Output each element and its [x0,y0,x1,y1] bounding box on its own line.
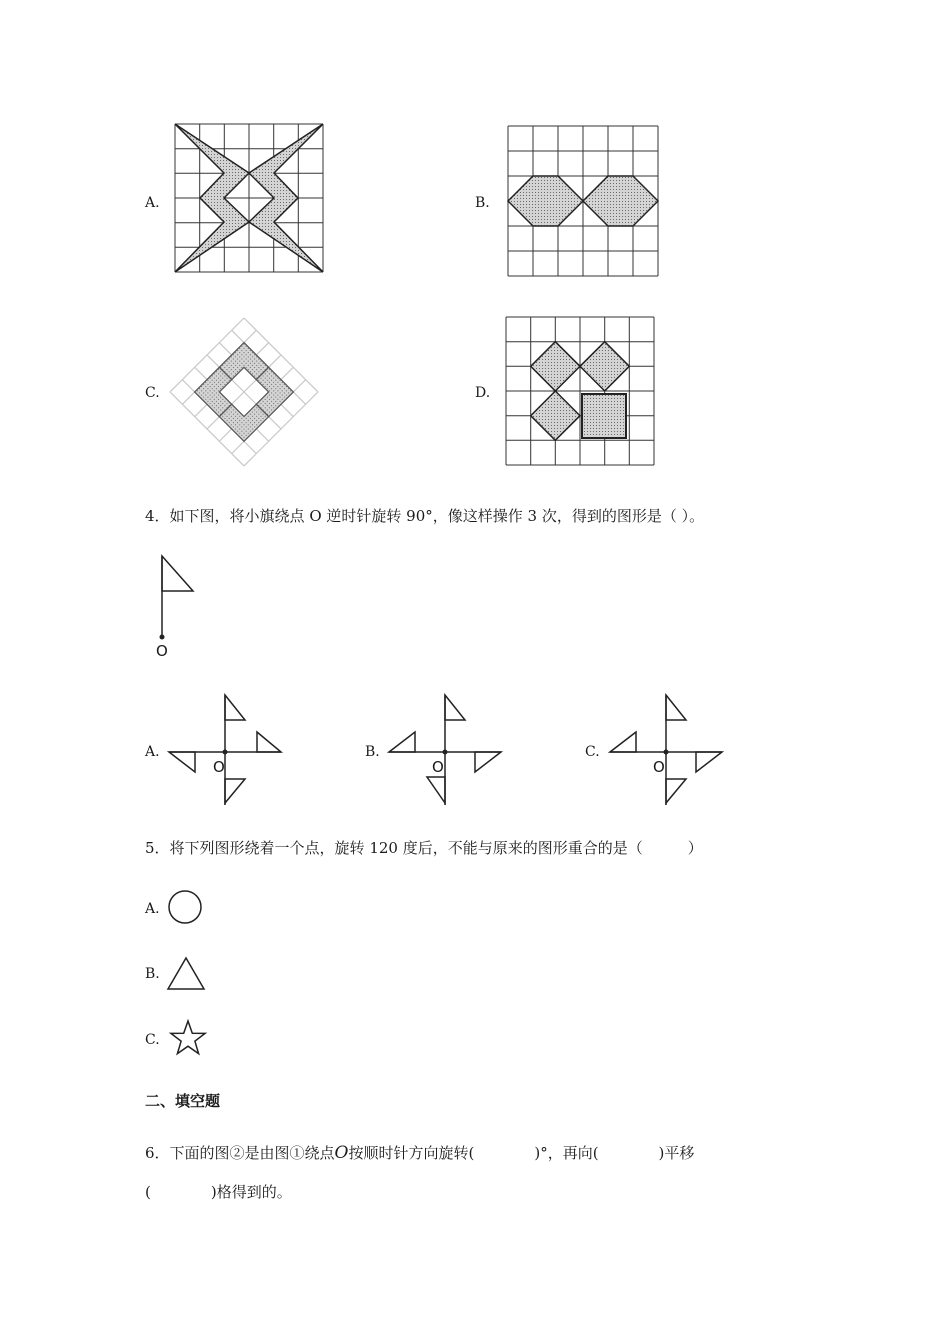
q6-text-b: 按顺时针方向旋转( )°，再向( )平移 [348,1144,695,1162]
section-title: 二、填空题 [145,1092,221,1110]
triangle-shape [167,956,207,992]
question-5-text: 5．将下列图形绕着一个点，旋转 120 度后，不能与原来的图形重合的是（ ） [145,839,703,857]
q4-option-c-label: C. [585,744,600,760]
option-d-label: D. [475,385,491,401]
question-4-text: 4．如下图，将小旗绕点 O 逆时针旋转 90°，像这样操作 3 次，得到的图形是（ ）。 [145,507,705,525]
point-o-label: O [156,642,168,660]
figure-d-squares [506,317,654,465]
figure-b-hexagons [508,126,658,276]
question-6-line-2: ( )格得到的。 [145,1183,292,1201]
q4-option-c-point-label: O [653,758,665,776]
q6-text-a: 6．下面的图②是由图①绕点 [145,1144,335,1162]
figure-c-rotated-grid [170,318,318,466]
q5-option-c-label: C. [145,1032,160,1048]
q4-option-c-figure [606,695,726,805]
figure-a-zigzag [175,124,323,272]
circle-shape [168,890,204,926]
q5-option-b-label: B. [145,966,160,982]
question-6-line-1 [145,1143,694,1163]
option-b-label: B. [475,195,490,211]
q5-option-a-label: A. [145,901,160,917]
q6-point-o: O [334,1143,349,1163]
option-c-label: C. [145,385,160,401]
q4-option-a-point-label: O [213,758,225,776]
star-shape [169,1020,207,1056]
q4-option-a-label: A. [145,744,160,760]
q4-option-b-point-label: O [432,758,444,776]
q4-option-a-figure [165,695,285,805]
q4-option-b-label: B. [365,744,380,760]
q4-option-b-figure [385,695,505,805]
option-a-label: A. [145,195,160,211]
